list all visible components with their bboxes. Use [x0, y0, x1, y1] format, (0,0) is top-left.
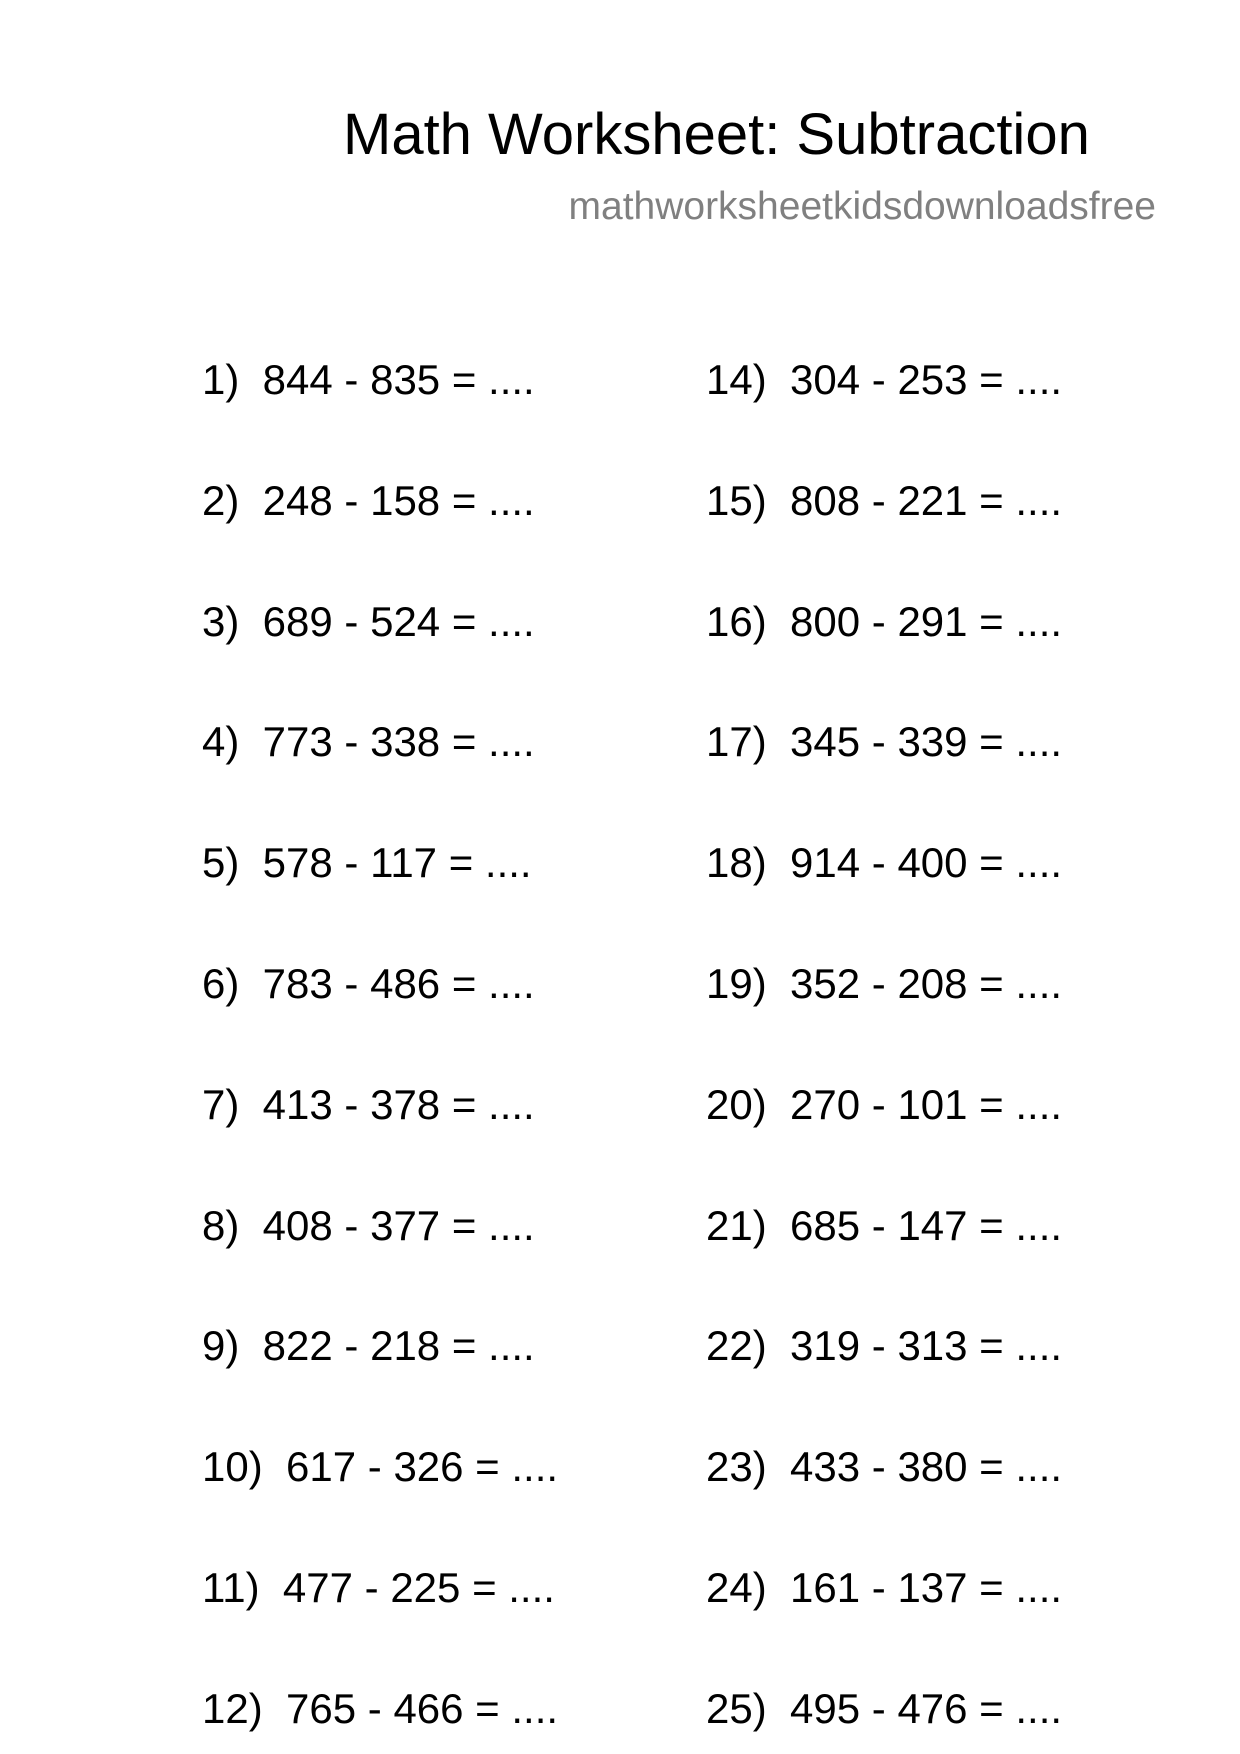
problem-item: 9) 822 - 218 = ....: [202, 1322, 535, 1370]
problem-item: 4) 773 - 338 = ....: [202, 718, 535, 766]
worksheet-title: Math Worksheet: Subtraction: [343, 102, 1090, 167]
problem-item: 3) 689 - 524 = ....: [202, 597, 535, 645]
problem-item: 5) 578 - 117 = ....: [202, 839, 532, 887]
worksheet-subtitle: mathworksheetkidsdownloadsfree: [568, 185, 1156, 228]
problem-item: 19) 352 - 208 = ....: [706, 960, 1063, 1007]
problem-item: 14) 304 - 253 = ....: [706, 356, 1063, 403]
problem-item: 17) 345 - 339 = ....: [706, 718, 1063, 766]
problem-item: 24) 161 - 137 = ....: [706, 1564, 1063, 1611]
problem-item: 11) 477 - 225 = ....: [202, 1564, 555, 1611]
problem-item: 12) 765 - 466 = ....: [202, 1684, 559, 1732]
problem-item: 7) 413 - 378 = ....: [202, 1080, 535, 1128]
problem-item: 2) 248 - 158 = ....: [202, 476, 535, 524]
problem-item: 15) 808 - 221 = ....: [706, 476, 1063, 524]
problem-item: 1) 844 - 835 = ....: [202, 356, 535, 403]
problem-item: 6) 783 - 486 = ....: [202, 960, 535, 1007]
problem-item: 10) 617 - 326 = ....: [202, 1443, 559, 1491]
problem-item: 21) 685 - 147 = ....: [706, 1201, 1063, 1249]
problem-item: 20) 270 - 101 = ....: [706, 1080, 1063, 1128]
problem-item: 22) 319 - 313 = ....: [706, 1322, 1063, 1370]
problem-item: 18) 914 - 400 = ....: [706, 839, 1063, 887]
problem-item: 25) 495 - 476 = ....: [706, 1684, 1063, 1732]
problem-item: 8) 408 - 377 = ....: [202, 1201, 535, 1249]
problem-item: 16) 800 - 291 = ....: [706, 597, 1063, 645]
problem-item: 23) 433 - 380 = ....: [706, 1443, 1063, 1491]
